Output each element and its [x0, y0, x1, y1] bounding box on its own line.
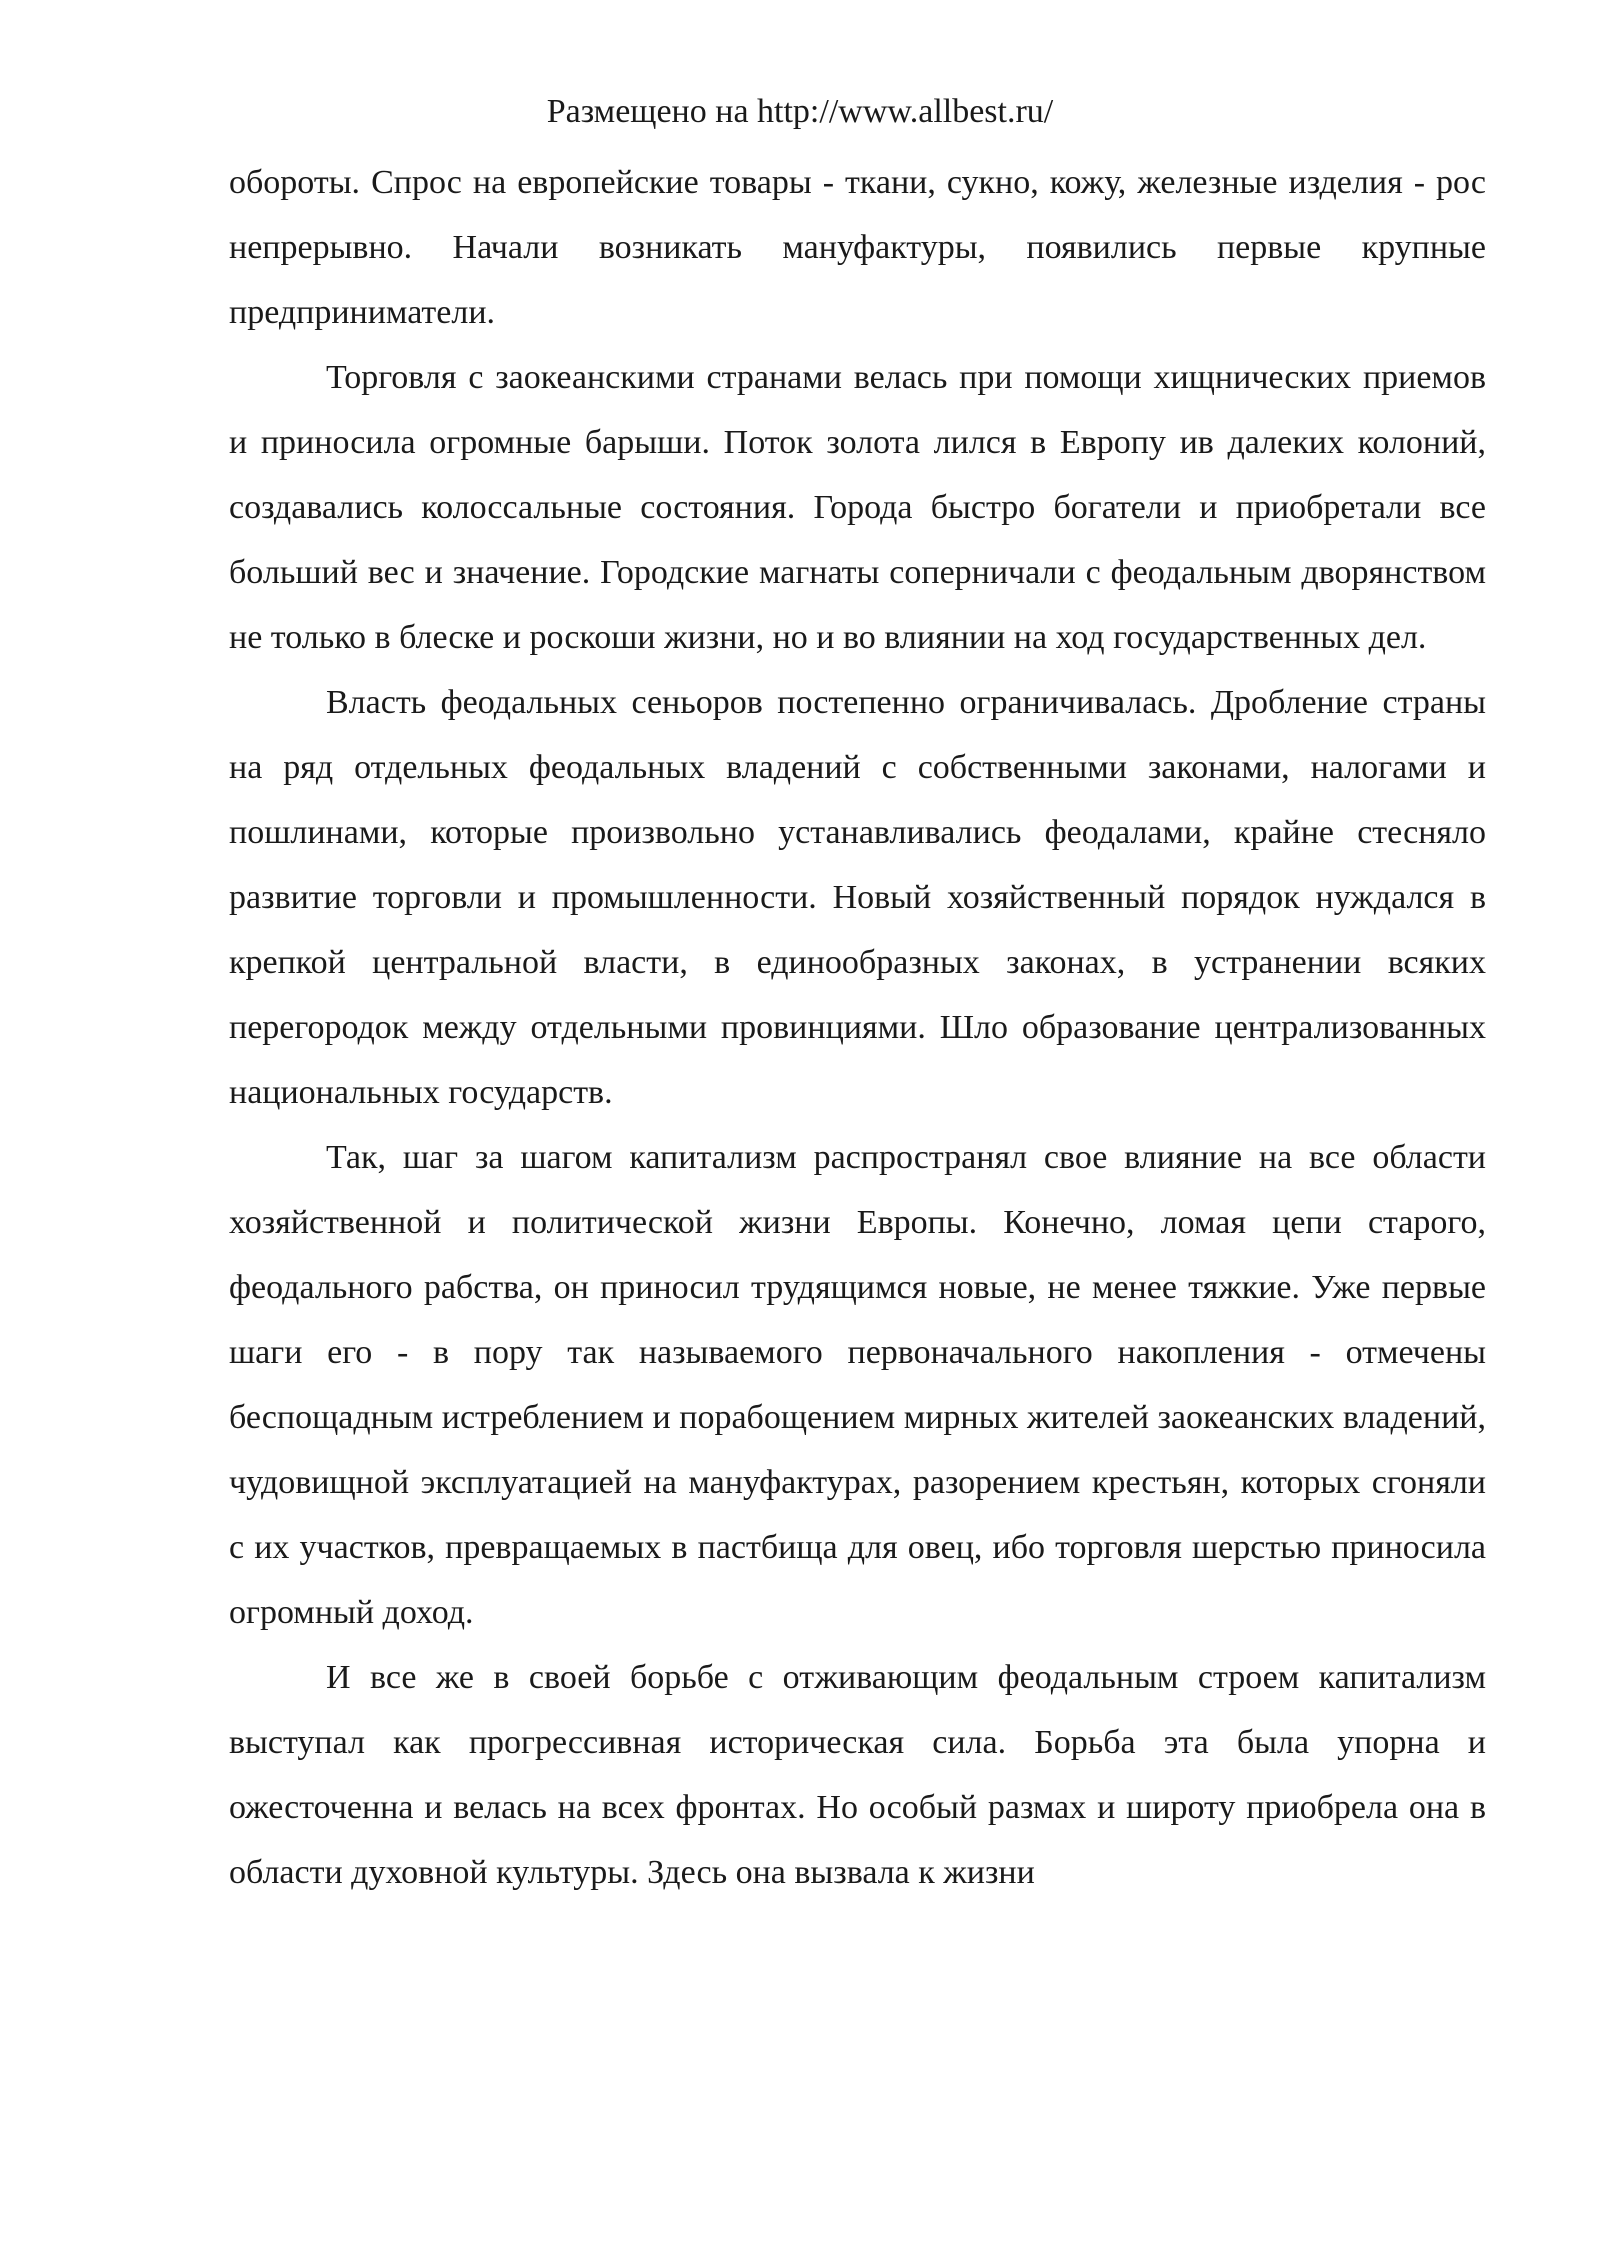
page-header-source-note: Размещено на http://www.allbest.ru/: [546, 93, 1054, 130]
paragraph: Торговля с заокеанскими странами велась при помощи хищнических приемов и приносила огромные барыши. Поток золота лился в Европу ив далеких колоний, создавались колоссальные состояния. Города быстро богатели и приобретали все больший вес и значение. Городские магнаты соперничали с феодальным дворянством не только в блеске и роскоши жизни, но и во влиянии на ход государственных дел.: [229, 359, 1486, 656]
paragraph: Власть феодальных сеньоров постепенно ограничивалась. Дробление страны на ряд отдельных феодальных владений с собственными законами, налогами и пошлинами, которые произвольно устанавливались феодалами, крайне стесняло развитие торговли и промышленности. Новый хозяйственный порядок нуждался в крепкой центральной власти, в единообразных законах, в устранении всяких перегородок между отдельными провинциями. Шло образование централизованных национальных государств.: [229, 684, 1486, 1111]
paragraph: обороты. Спрос на европейские товары - ткани, сукно, кожу, железные изделия - рос непрерывно. Начали возникать мануфактуры, появились первые крупные предприниматели.: [229, 164, 1486, 331]
paragraph: И все же в своей борьбе с отживающим феодальным строем капитализм выступал как прогрессивная историческая сила. Борьба эта была упорна и ожесточенна и велась на всех фронтах. Но особый размах и широту приобрела она в области духовной культуры. Здесь она вызвала к жизни: [229, 1659, 1486, 1891]
paragraph: Так, шаг за шагом капитализм распространял свое влияние на все области хозяйственной и политической жизни Европы. Конечно, ломая цепи старого, феодального рабства, он приносил трудящимся новые, не менее тяжкие. Уже первые шаги его - в пору так называемого первоначального накопления - отмечены беспощадным истреблением и порабощением мирных жителей заокеанских владений, чудовищной эксплуатацией на мануфактурах, разорением крестьян, которых сгоняли с их участков, превращаемых в пастбища для овец, ибо торговля шерстью приносила огромный доход.: [229, 1139, 1486, 1631]
document-body: [229, 150, 1486, 1905]
